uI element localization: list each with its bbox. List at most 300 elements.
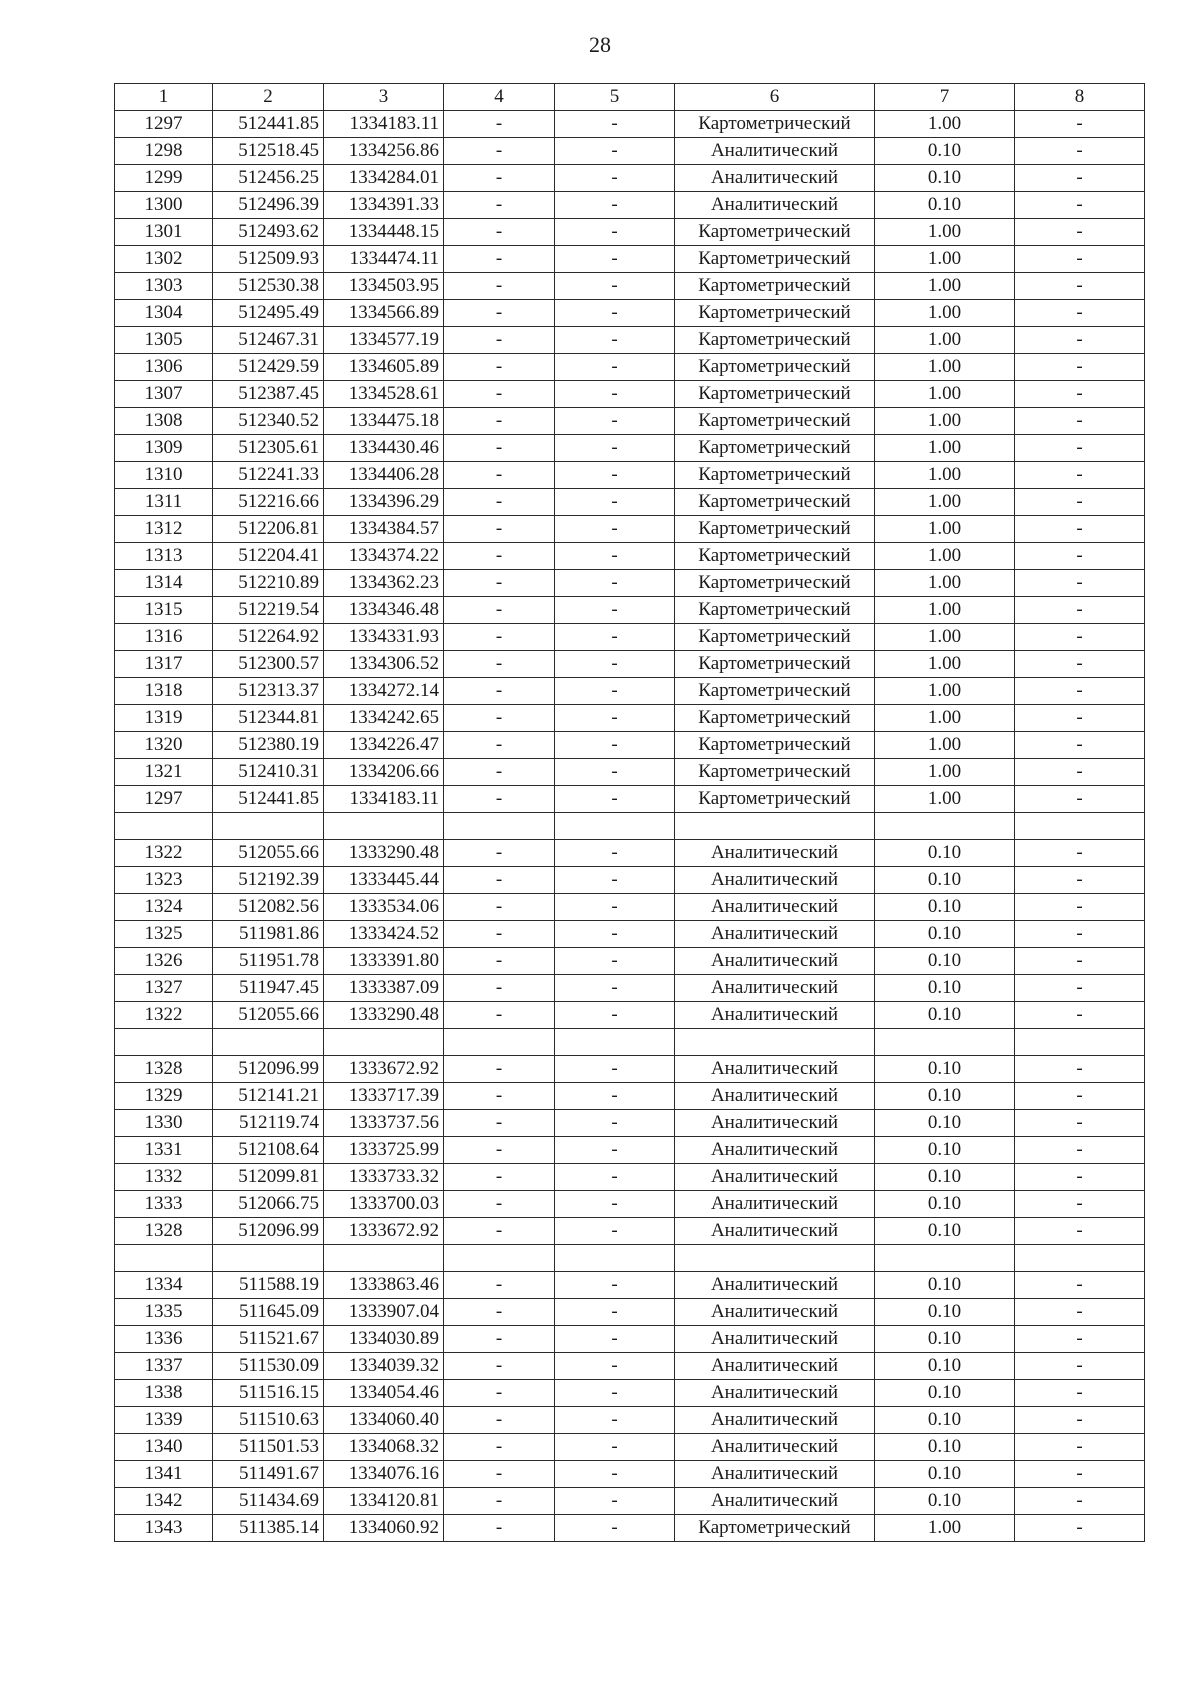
table-row [115,975,1145,1002]
cell-col-4: - [444,1299,555,1326]
table-row [115,1164,1145,1191]
cell-col-5: - [555,948,675,975]
cell-accuracy: 1.00 [875,219,1015,246]
cell-coord-y: 1334362.23 [324,570,444,597]
cell-coord-x: 511981.86 [213,921,324,948]
cell-point-number: 1322 [115,1002,213,1029]
cell-col-8: - [1015,1110,1145,1137]
cell-coord-y: 1333672.92 [324,1056,444,1083]
cell-point-number: 1337 [115,1353,213,1380]
cell-point-number: 1334 [115,1272,213,1299]
cell-col-4 [444,1029,555,1056]
cell-method: Аналитический [675,1137,875,1164]
cell-coord-x: 512241.33 [213,462,324,489]
cell-coord-y: 1334183.11 [324,111,444,138]
cell-col-8: - [1015,975,1145,1002]
cell-coord-y: 1334226.47 [324,732,444,759]
cell-method: Картометрический [675,786,875,813]
cell-col-5: - [555,1191,675,1218]
header-row [115,84,1145,111]
table-row [115,327,1145,354]
header-cell-2: 2 [213,84,324,111]
cell-col-8: - [1015,1137,1145,1164]
cell-accuracy: 0.10 [875,1299,1015,1326]
cell-coord-y: 1333290.48 [324,840,444,867]
cell-col-4: - [444,921,555,948]
cell-method: Аналитический [675,1272,875,1299]
cell-coord-y: 1334475.18 [324,408,444,435]
cell-point-number: 1326 [115,948,213,975]
cell-point-number: 1298 [115,138,213,165]
table-body [115,111,1145,1542]
cell-col-8: - [1015,678,1145,705]
cell-accuracy: 0.10 [875,840,1015,867]
cell-point-number: 1319 [115,705,213,732]
table-row [115,1407,1145,1434]
cell-accuracy: 0.10 [875,975,1015,1002]
cell-coord-x: 512108.64 [213,1137,324,1164]
cell-coord-x: 512216.66 [213,489,324,516]
cell-col-8: - [1015,273,1145,300]
header-cell-6: 6 [675,84,875,111]
cell-col-5: - [555,111,675,138]
cell-coord-y: 1334060.40 [324,1407,444,1434]
cell-col-5: - [555,732,675,759]
cell-method: Картометрический [675,624,875,651]
cell-col-8: - [1015,1299,1145,1326]
cell-coord-x: 512055.66 [213,840,324,867]
table-row [115,597,1145,624]
cell-col-4: - [444,1110,555,1137]
cell-accuracy: 1.00 [875,327,1015,354]
cell-point-number: 1330 [115,1110,213,1137]
cell-col-8: - [1015,921,1145,948]
cell-col-8: - [1015,705,1145,732]
cell-accuracy: 0.10 [875,1191,1015,1218]
cell-method: Картометрический [675,705,875,732]
cell-coord-x: 512206.81 [213,516,324,543]
cell-col-5: - [555,1110,675,1137]
cell-col-8 [1015,1029,1145,1056]
cell-col-5: - [555,975,675,1002]
cell-col-4: - [444,273,555,300]
header-cell-1: 1 [115,84,213,111]
cell-method: Аналитический [675,1353,875,1380]
cell-method: Аналитический [675,1461,875,1488]
cell-col-4: - [444,597,555,624]
table-row [115,813,1145,840]
cell-point-number [115,1245,213,1272]
cell-col-5: - [555,1272,675,1299]
cell-method: Картометрический [675,300,875,327]
cell-coord-y: 1333672.92 [324,1218,444,1245]
cell-coord-y: 1333717.39 [324,1083,444,1110]
table-row [115,1056,1145,1083]
cell-coord-x: 512495.49 [213,300,324,327]
table-row [115,300,1145,327]
table-row [115,1326,1145,1353]
cell-accuracy: 1.00 [875,435,1015,462]
table-row [115,1083,1145,1110]
cell-coord-y: 1334374.22 [324,543,444,570]
cell-accuracy: 0.10 [875,1380,1015,1407]
cell-col-8: - [1015,1380,1145,1407]
cell-col-4: - [444,111,555,138]
table-row [115,624,1145,651]
cell-col-8: - [1015,1083,1145,1110]
cell-coord-x [213,1245,324,1272]
table-row [115,192,1145,219]
cell-point-number: 1302 [115,246,213,273]
cell-col-4: - [444,759,555,786]
cell-method: Аналитический [675,840,875,867]
cell-coord-y: 1334528.61 [324,381,444,408]
cell-col-8: - [1015,570,1145,597]
cell-accuracy: 0.10 [875,1164,1015,1191]
cell-method: Картометрический [675,732,875,759]
cell-point-number: 1315 [115,597,213,624]
cell-coord-y: 1333700.03 [324,1191,444,1218]
cell-accuracy: 1.00 [875,732,1015,759]
table-row [115,948,1145,975]
cell-coord-y: 1333445.44 [324,867,444,894]
cell-method: Картометрический [675,219,875,246]
cell-method: Картометрический [675,516,875,543]
header-cell-4: 4 [444,84,555,111]
cell-method: Аналитический [675,1191,875,1218]
cell-col-4: - [444,948,555,975]
cell-col-4: - [444,624,555,651]
cell-coord-y: 1334346.48 [324,597,444,624]
cell-method [675,1029,875,1056]
cell-coord-x: 512066.75 [213,1191,324,1218]
table-row [115,516,1145,543]
cell-point-number: 1343 [115,1515,213,1542]
cell-coord-y: 1333534.06 [324,894,444,921]
cell-coord-x: 511521.67 [213,1326,324,1353]
cell-col-5: - [555,1056,675,1083]
table-row [115,570,1145,597]
cell-col-8: - [1015,1218,1145,1245]
cell-col-5: - [555,651,675,678]
cell-col-4: - [444,570,555,597]
cell-coord-x: 511516.15 [213,1380,324,1407]
table-row [115,1272,1145,1299]
cell-method: Аналитический [675,165,875,192]
cell-col-5: - [555,435,675,462]
cell-coord-y: 1333387.09 [324,975,444,1002]
cell-coord-x: 512096.99 [213,1056,324,1083]
cell-coord-x: 512099.81 [213,1164,324,1191]
cell-col-5: - [555,1083,675,1110]
cell-col-4: - [444,1353,555,1380]
cell-method: Картометрический [675,435,875,462]
cell-col-4: - [444,786,555,813]
cell-accuracy: 0.10 [875,1461,1015,1488]
cell-method: Картометрический [675,597,875,624]
cell-coord-y: 1334605.89 [324,354,444,381]
cell-coord-y: 1333290.48 [324,1002,444,1029]
cell-col-8: - [1015,1056,1145,1083]
cell-col-4: - [444,165,555,192]
cell-coord-y: 1334391.33 [324,192,444,219]
cell-accuracy [875,1029,1015,1056]
cell-accuracy: 1.00 [875,543,1015,570]
cell-accuracy: 0.10 [875,1056,1015,1083]
header-cell-5: 5 [555,84,675,111]
table-header [115,84,1145,111]
cell-col-5: - [555,921,675,948]
cell-col-4: - [444,894,555,921]
cell-col-4: - [444,354,555,381]
cell-col-4: - [444,867,555,894]
cell-col-5: - [555,462,675,489]
cell-col-8: - [1015,597,1145,624]
cell-coord-x: 512300.57 [213,651,324,678]
cell-col-8: - [1015,732,1145,759]
cell-col-5: - [555,678,675,705]
cell-point-number: 1314 [115,570,213,597]
table-row [115,1029,1145,1056]
cell-method: Картометрический [675,678,875,705]
cell-col-5 [555,1245,675,1272]
cell-col-5 [555,813,675,840]
cell-method: Картометрический [675,381,875,408]
cell-point-number: 1312 [115,516,213,543]
cell-col-4: - [444,975,555,1002]
cell-col-4: - [444,1218,555,1245]
cell-col-8: - [1015,435,1145,462]
cell-coord-y: 1333725.99 [324,1137,444,1164]
cell-col-8: - [1015,1353,1145,1380]
cell-col-8: - [1015,1461,1145,1488]
cell-point-number: 1311 [115,489,213,516]
cell-col-8: - [1015,300,1145,327]
cell-col-5 [555,1029,675,1056]
cell-coord-x: 511501.53 [213,1434,324,1461]
cell-accuracy: 1.00 [875,624,1015,651]
cell-method: Картометрический [675,111,875,138]
cell-col-4: - [444,1461,555,1488]
cell-col-8: - [1015,408,1145,435]
cell-coord-y: 1334448.15 [324,219,444,246]
cell-point-number: 1327 [115,975,213,1002]
table-row [115,1245,1145,1272]
cell-method: Аналитический [675,1434,875,1461]
cell-coord-x: 512344.81 [213,705,324,732]
cell-col-5: - [555,867,675,894]
cell-accuracy: 0.10 [875,138,1015,165]
cell-col-8: - [1015,381,1145,408]
table-row [115,1218,1145,1245]
cell-col-5: - [555,1326,675,1353]
table-row [115,786,1145,813]
cell-coord-y: 1334054.46 [324,1380,444,1407]
table-row [115,219,1145,246]
cell-method: Картометрический [675,570,875,597]
cell-col-4: - [444,1488,555,1515]
cell-col-8: - [1015,840,1145,867]
cell-coord-x: 512456.25 [213,165,324,192]
cell-col-5: - [555,300,675,327]
cell-accuracy: 0.10 [875,867,1015,894]
cell-point-number: 1342 [115,1488,213,1515]
cell-col-5: - [555,543,675,570]
header-cell-3: 3 [324,84,444,111]
cell-coord-x: 512082.56 [213,894,324,921]
cell-coord-y: 1334396.29 [324,489,444,516]
cell-coord-x: 511385.14 [213,1515,324,1542]
cell-col-4: - [444,1515,555,1542]
cell-col-5: - [555,192,675,219]
cell-col-8: - [1015,354,1145,381]
cell-accuracy: 0.10 [875,1083,1015,1110]
cell-col-5: - [555,246,675,273]
cell-col-8: - [1015,948,1145,975]
cell-col-8: - [1015,786,1145,813]
cell-col-5: - [555,1299,675,1326]
table-row [115,1380,1145,1407]
cell-method: Картометрический [675,246,875,273]
table-row [115,246,1145,273]
table-row [115,1353,1145,1380]
table-row [115,894,1145,921]
cell-col-5: - [555,273,675,300]
cell-method: Картометрический [675,462,875,489]
cell-accuracy: 0.10 [875,894,1015,921]
cell-accuracy: 0.10 [875,1272,1015,1299]
cell-accuracy: 0.10 [875,1137,1015,1164]
cell-col-5: - [555,489,675,516]
cell-col-4: - [444,1407,555,1434]
cell-coord-x: 512264.92 [213,624,324,651]
cell-coord-x: 511530.09 [213,1353,324,1380]
cell-col-5: - [555,1515,675,1542]
cell-coord-x: 512141.21 [213,1083,324,1110]
cell-accuracy: 0.10 [875,1407,1015,1434]
cell-method: Аналитический [675,894,875,921]
cell-col-8 [1015,813,1145,840]
cell-point-number: 1320 [115,732,213,759]
cell-col-8: - [1015,1407,1145,1434]
cell-point-number: 1307 [115,381,213,408]
cell-col-5: - [555,1218,675,1245]
cell-col-5: - [555,840,675,867]
cell-coord-x: 511947.45 [213,975,324,1002]
cell-point-number: 1328 [115,1218,213,1245]
cell-col-4: - [444,1164,555,1191]
cell-coord-y: 1334120.81 [324,1488,444,1515]
cell-coord-x: 512467.31 [213,327,324,354]
cell-accuracy: 1.00 [875,597,1015,624]
cell-method: Картометрический [675,273,875,300]
cell-accuracy: 0.10 [875,921,1015,948]
cell-method: Картометрический [675,651,875,678]
table-row [115,462,1145,489]
cell-col-5: - [555,1137,675,1164]
cell-col-5: - [555,327,675,354]
cell-col-8: - [1015,651,1145,678]
cell-col-4: - [444,1326,555,1353]
cell-accuracy: 0.10 [875,1488,1015,1515]
cell-point-number: 1299 [115,165,213,192]
cell-col-4: - [444,1380,555,1407]
table-row [115,489,1145,516]
cell-col-8: - [1015,1002,1145,1029]
cell-col-4: - [444,435,555,462]
table-row [115,435,1145,462]
cell-col-8: - [1015,489,1145,516]
cell-coord-x [213,813,324,840]
cell-point-number: 1304 [115,300,213,327]
cell-point-number: 1297 [115,111,213,138]
cell-accuracy: 1.00 [875,1515,1015,1542]
cell-coord-y: 1334474.11 [324,246,444,273]
cell-point-number: 1313 [115,543,213,570]
cell-col-4: - [444,219,555,246]
cell-coord-x: 511510.63 [213,1407,324,1434]
cell-point-number: 1331 [115,1137,213,1164]
cell-method: Аналитический [675,1380,875,1407]
cell-coord-y [324,1029,444,1056]
cell-point-number: 1341 [115,1461,213,1488]
cell-col-4: - [444,1083,555,1110]
cell-col-5: - [555,786,675,813]
cell-method: Аналитический [675,1164,875,1191]
cell-coord-y: 1334183.11 [324,786,444,813]
table-row [115,651,1145,678]
cell-point-number: 1339 [115,1407,213,1434]
cell-accuracy: 0.10 [875,1434,1015,1461]
cell-accuracy: 0.10 [875,192,1015,219]
coordinates-table [114,83,1145,1542]
cell-method [675,1245,875,1272]
cell-col-8: - [1015,543,1145,570]
cell-coord-x: 512410.31 [213,759,324,786]
cell-accuracy: 0.10 [875,1218,1015,1245]
cell-accuracy: 0.10 [875,948,1015,975]
cell-coord-x: 512380.19 [213,732,324,759]
cell-coord-y: 1333907.04 [324,1299,444,1326]
cell-coord-y: 1334068.32 [324,1434,444,1461]
cell-coord-y: 1333391.80 [324,948,444,975]
cell-accuracy: 1.00 [875,111,1015,138]
cell-coord-y: 1333737.56 [324,1110,444,1137]
cell-col-4: - [444,705,555,732]
cell-method: Аналитический [675,192,875,219]
cell-accuracy: 1.00 [875,408,1015,435]
cell-coord-x: 512493.62 [213,219,324,246]
cell-method [675,813,875,840]
cell-method: Аналитический [675,138,875,165]
cell-col-8: - [1015,1191,1145,1218]
table-row [115,165,1145,192]
cell-method: Аналитический [675,1056,875,1083]
cell-method: Картометрический [675,759,875,786]
cell-col-8: - [1015,165,1145,192]
cell-method: Аналитический [675,1083,875,1110]
cell-coord-x: 511645.09 [213,1299,324,1326]
cell-col-5: - [555,381,675,408]
cell-point-number: 1324 [115,894,213,921]
table-row [115,840,1145,867]
cell-col-8: - [1015,867,1145,894]
cell-col-5: - [555,1461,675,1488]
cell-accuracy: 1.00 [875,354,1015,381]
cell-col-4: - [444,192,555,219]
cell-accuracy: 1.00 [875,759,1015,786]
cell-coord-y: 1334284.01 [324,165,444,192]
